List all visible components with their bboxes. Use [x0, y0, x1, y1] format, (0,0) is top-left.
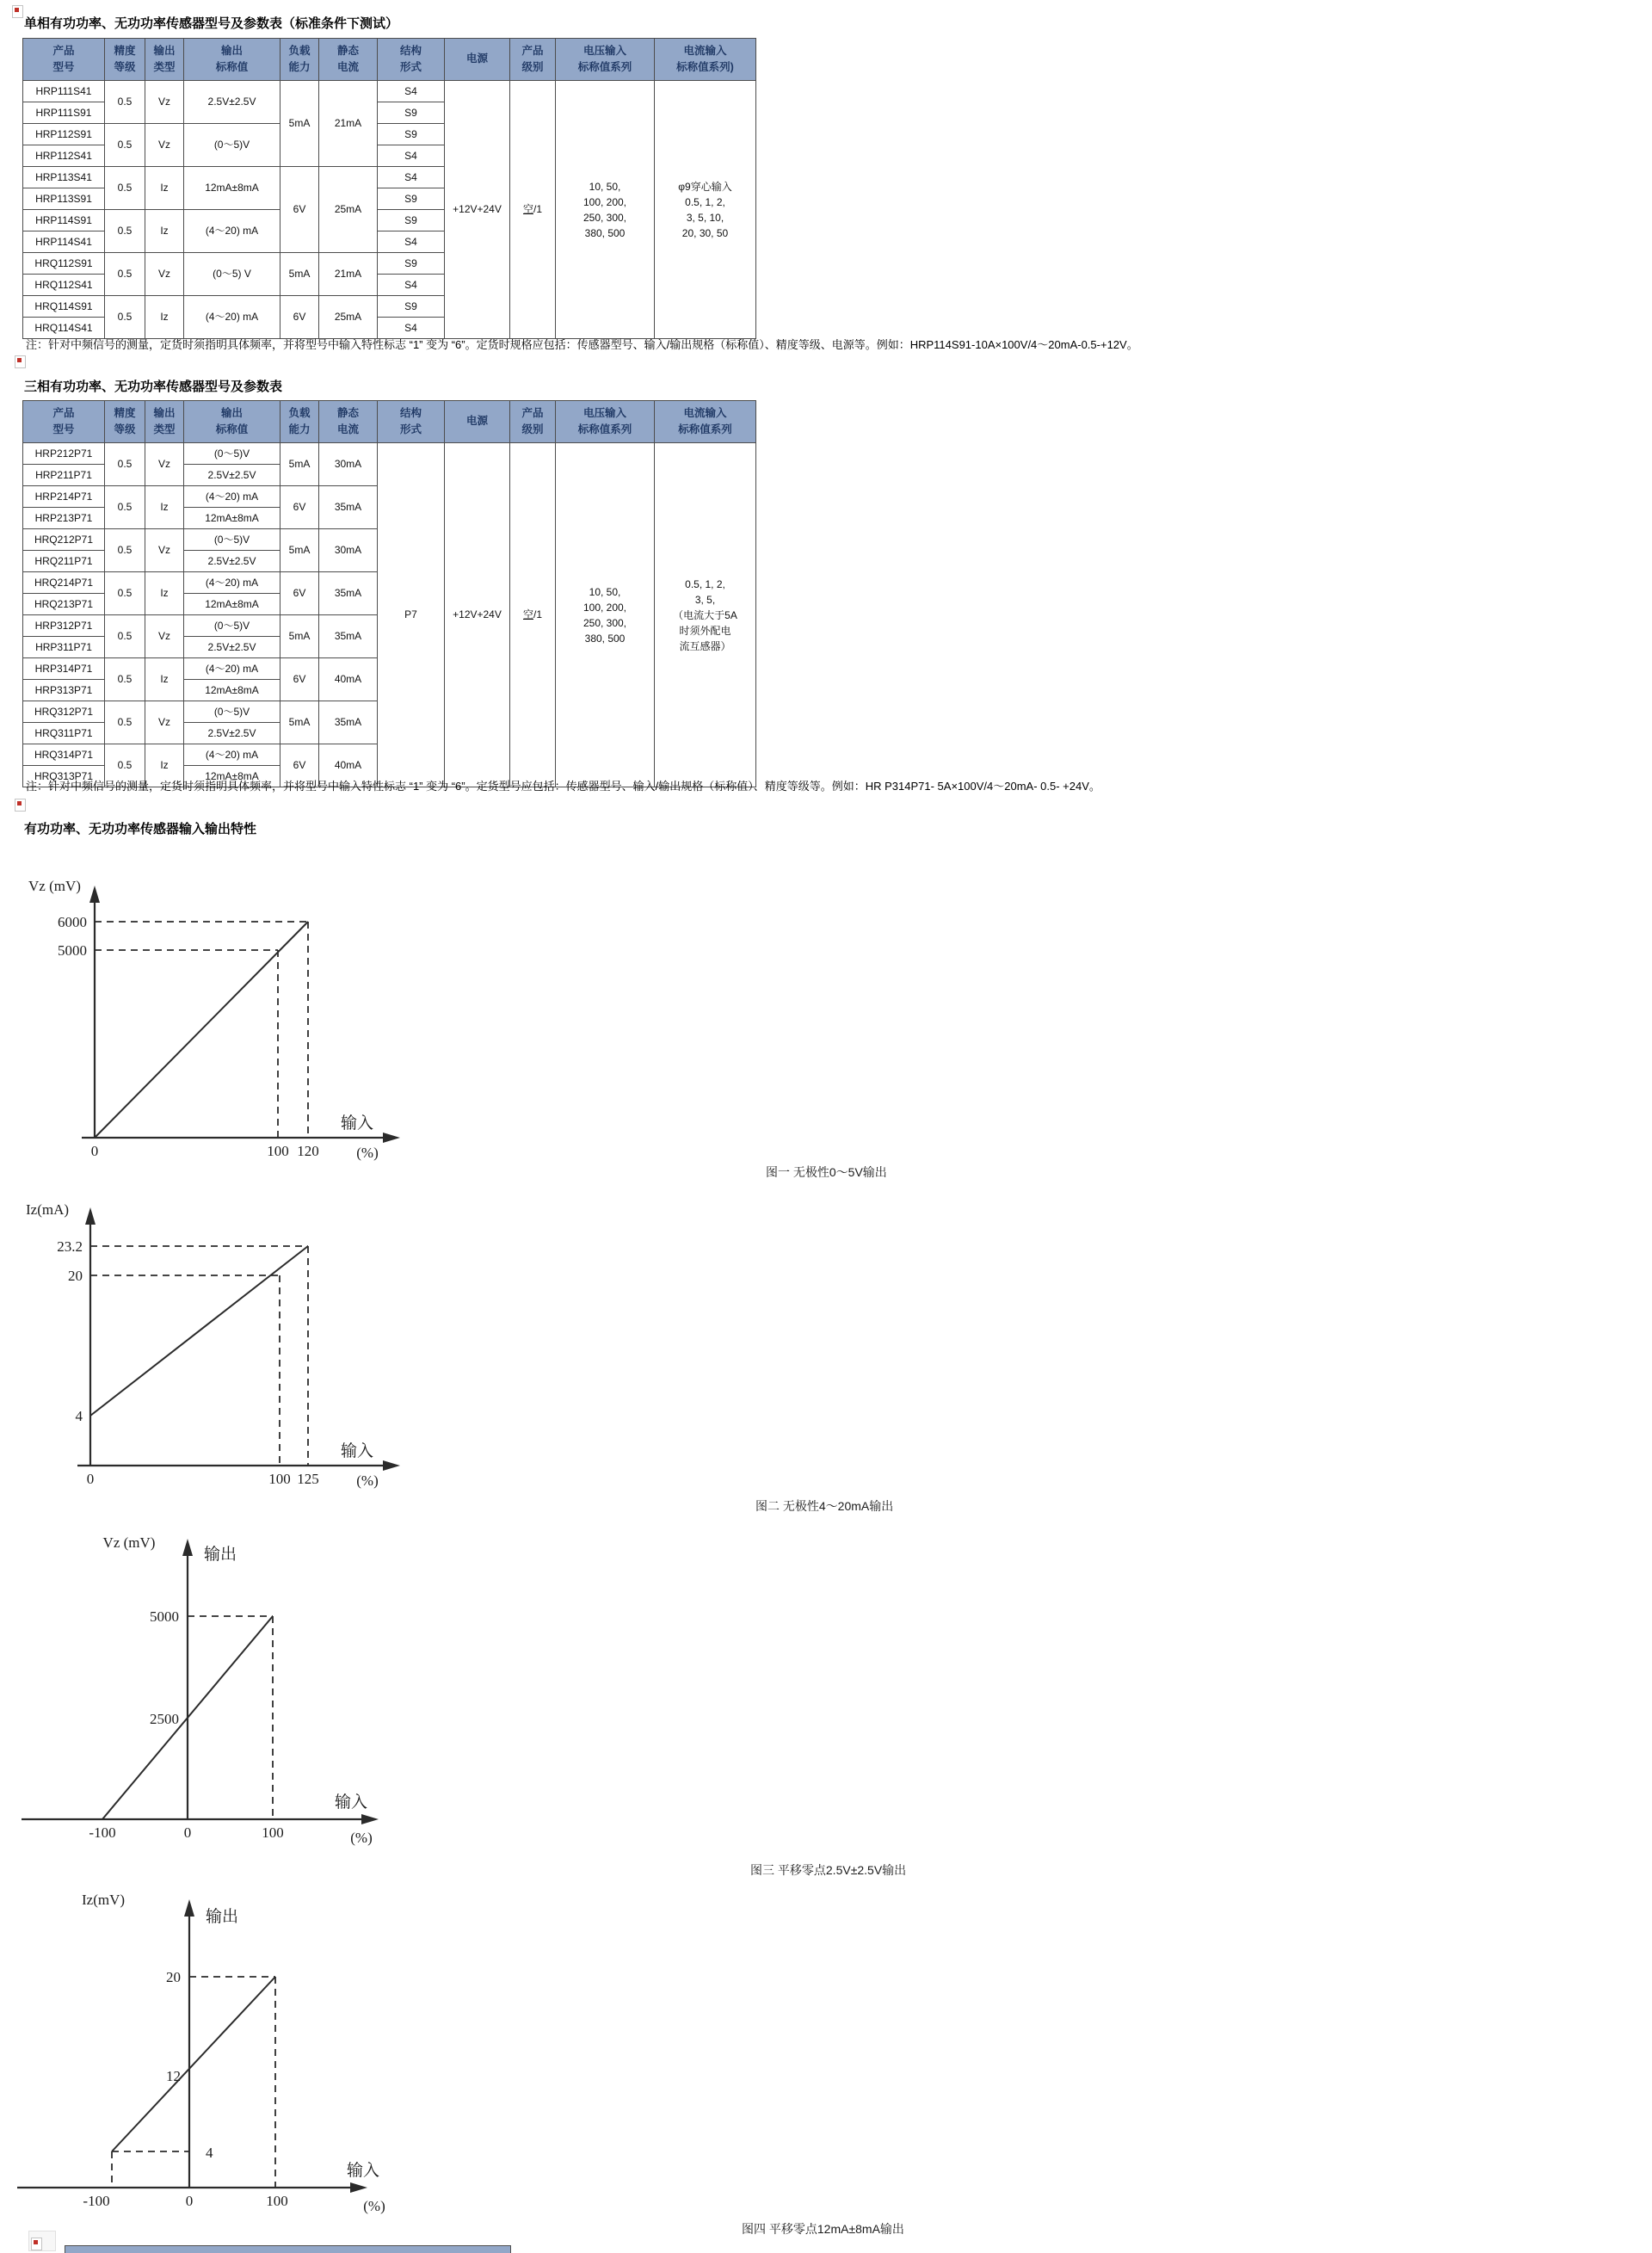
output-nominal-cell: 12mA±8mA [184, 167, 280, 210]
idle-current-cell: 35mA [319, 572, 378, 615]
structure-cell: S9 [378, 296, 445, 318]
output-nominal-cell: (4～20) mA [184, 572, 280, 594]
output-nominal-cell: 2.5V±2.5V [184, 81, 280, 124]
y-axis-label: Iz(mV) [81, 1892, 126, 1908]
load-cell: 5mA [280, 529, 319, 572]
model-cell: HRP113S91 [23, 188, 105, 210]
model-cell: HRP111S91 [23, 102, 105, 124]
table1-note: 注：针对中频信号的测量，定货时须指明具体频率，并将型号中输入特性标志 “1” 变为 “6”。定货时规格应包括：传感器型号、输入/输出规格（标称值）、精度等级、电源等。例如：HRP114S91-10A×100V/4～20mA-0.5-+12V。 [26, 338, 1138, 351]
x-axis-label: 输入 [334, 1793, 368, 1812]
output-nominal-cell: (0～5)V [184, 124, 280, 167]
model-cell: HRP112S91 [23, 124, 105, 145]
model-cell: HRP213P71 [23, 508, 105, 529]
col-header-voltage-series: 电压输入 标称值系列 [556, 401, 655, 443]
output-nominal-cell: 12mA±8mA [184, 766, 280, 787]
x-axis-label: 输入 [346, 2162, 380, 2180]
x-tick: 120 [297, 1143, 319, 1159]
col-header-current-series: 电流输入 标称值系列) [655, 39, 756, 81]
idle-current-cell: 35mA [319, 486, 378, 529]
grade-main: 空 [522, 608, 533, 620]
load-cell: 5mA [280, 253, 319, 296]
model-cell: HRQ214P71 [23, 572, 105, 594]
idle-current-cell: 21mA [319, 81, 378, 167]
figure-1-chart [22, 865, 400, 1166]
power-cell: +12V+24V [445, 81, 510, 339]
x-tick: 100 [268, 1471, 291, 1487]
output-nominal-cell: 12mA±8mA [184, 508, 280, 529]
accuracy-cell: 0.5 [105, 124, 145, 167]
col-header-structure: 结构 形式 [378, 401, 445, 443]
table2-title: 三相有功功率、无功功率传感器型号及参数表 [24, 380, 283, 394]
accuracy-cell: 0.5 [105, 658, 145, 701]
idle-current-cell: 21mA [319, 253, 378, 296]
response-line [95, 922, 308, 1138]
col-header-model: 产品 型号 [23, 39, 105, 81]
grade-cell [510, 81, 556, 339]
grade-suffix: /1 [533, 203, 543, 215]
load-cell: 6V [280, 572, 319, 615]
load-cell: 6V [280, 296, 319, 339]
y-axis-label: Vz (mV) [28, 878, 81, 894]
accuracy-cell: 0.5 [105, 167, 145, 210]
col-header-structure: 结构 形式 [378, 39, 445, 81]
load-cell: 6V [280, 167, 319, 253]
grade-suffix: /1 [533, 608, 543, 620]
percent-label: (%) [363, 2198, 385, 2214]
model-cell: HRP212P71 [23, 443, 105, 465]
structure-cell: S4 [378, 275, 445, 296]
structure-cell: S4 [378, 167, 445, 188]
x-tick: 0 [86, 1471, 95, 1487]
output-nominal-cell: 2.5V±2.5V [184, 551, 280, 572]
structure-cell: S9 [378, 188, 445, 210]
y-tick: 2500 [150, 1711, 179, 1727]
output-type-cell: Vz [145, 443, 184, 486]
model-cell: HRQ112S41 [23, 275, 105, 296]
model-cell: HRP211P71 [23, 465, 105, 486]
x-tick: -100 [89, 1824, 116, 1841]
accuracy-cell: 0.5 [105, 443, 145, 486]
model-cell: HRQ211P71 [23, 551, 105, 572]
output-type-cell: Iz [145, 296, 184, 339]
percent-label: (%) [350, 1830, 373, 1846]
output-nominal-cell: 2.5V±2.5V [184, 465, 280, 486]
output-label: 输出 [204, 1546, 237, 1564]
voltage-series-cell: 10, 50, 100, 200, 250, 300, 380, 500 [556, 443, 655, 787]
col-header-output-nominal: 输出 标称值 [184, 39, 280, 81]
broken-image-icon [15, 799, 26, 812]
table-row [23, 81, 756, 102]
output-type-cell: Vz [145, 253, 184, 296]
figure-3-chart [13, 1534, 409, 1854]
output-type-cell: Iz [145, 486, 184, 529]
col-header-load: 负载 能力 [280, 39, 319, 81]
col-header-accuracy: 精度 等级 [105, 401, 145, 443]
output-type-cell: Vz [145, 81, 184, 124]
output-nominal-cell: (4～20) mA [184, 744, 280, 766]
x-tick: 125 [297, 1471, 319, 1487]
output-type-cell: Iz [145, 167, 184, 210]
x-tick: 0 [185, 2193, 194, 2209]
structure-cell: S4 [378, 81, 445, 102]
output-nominal-cell: (0～5)V [184, 529, 280, 551]
idle-current-cell: 35mA [319, 701, 378, 744]
output-label: 输出 [206, 1908, 239, 1926]
model-cell: HRQ213P71 [23, 594, 105, 615]
idle-current-cell: 30mA [319, 529, 378, 572]
y-tick: 23.2 [57, 1238, 83, 1255]
load-cell: 5mA [280, 615, 319, 658]
structure-cell: S9 [378, 102, 445, 124]
output-type-cell: Vz [145, 124, 184, 167]
output-nominal-cell: (4～20) mA [184, 486, 280, 508]
broken-image-icon [31, 2238, 42, 2250]
load-cell: 5mA [280, 81, 319, 167]
col-header-model: 产品 型号 [23, 401, 105, 443]
y-tick: 6000 [58, 914, 87, 930]
response-line [90, 1246, 308, 1416]
y-tick: 12 [166, 2068, 181, 2084]
model-cell: HRP112S41 [23, 145, 105, 167]
x-tick: 0 [90, 1143, 99, 1159]
y-tick: 4 [206, 2145, 213, 2161]
y-axis-arrow-icon [184, 1899, 194, 1917]
col-header-output-type: 输出 类型 [145, 39, 184, 81]
x-axis-arrow-icon [383, 1133, 400, 1143]
idle-current-cell: 40mA [319, 658, 378, 701]
structure-cell: S4 [378, 145, 445, 167]
broken-image-icon [12, 5, 23, 18]
figure-2-caption: 图二 无极性4～20mA输出 [755, 1499, 894, 1513]
model-cell: HRQ114S41 [23, 318, 105, 339]
model-cell: HRP314P71 [23, 658, 105, 680]
model-cell: HRP113S41 [23, 167, 105, 188]
output-type-cell: Vz [145, 701, 184, 744]
model-cell: HRQ311P71 [23, 723, 105, 744]
power-cell: +12V+24V [445, 443, 510, 787]
model-cell: HRQ112S91 [23, 253, 105, 275]
x-axis-label: 输入 [340, 1114, 374, 1133]
output-nominal-cell: (0～5) V [184, 253, 280, 296]
model-cell: HRQ114S91 [23, 296, 105, 318]
col-header-current-series: 电流输入 标称值系列 [655, 401, 756, 443]
y-axis-arrow-icon [182, 1539, 193, 1556]
y-axis-arrow-icon [85, 1207, 96, 1225]
x-axis-arrow-icon [383, 1460, 400, 1471]
output-nominal-cell: 2.5V±2.5V [184, 637, 280, 658]
accuracy-cell: 0.5 [105, 296, 145, 339]
structure-cell: S9 [378, 210, 445, 231]
x-tick: 100 [266, 2193, 288, 2209]
accuracy-cell: 0.5 [105, 572, 145, 615]
response-line [112, 1977, 275, 2151]
output-nominal-cell: (0～5)V [184, 701, 280, 723]
x-tick: 100 [262, 1824, 284, 1841]
model-cell: HRP312P71 [23, 615, 105, 637]
figure-4-caption: 图四 平移零点12mA±8mA输出 [742, 2222, 904, 2236]
model-cell: HRP111S41 [23, 81, 105, 102]
col-header-grade: 产品 级别 [510, 401, 556, 443]
idle-current-cell: 35mA [319, 615, 378, 658]
output-nominal-cell: (0～5)V [184, 615, 280, 637]
col-header-idle-current: 静态 电流 [319, 401, 378, 443]
col-header-output-type: 输出 类型 [145, 401, 184, 443]
col-header-accuracy: 精度 等级 [105, 39, 145, 81]
section-title: 有功功率、无功功率传感器输入输出特性 [24, 822, 257, 836]
x-axis-label: 输入 [340, 1442, 374, 1460]
figure-3-caption: 图三 平移零点2.5V±2.5V输出 [750, 1863, 907, 1877]
model-cell: HRQ313P71 [23, 766, 105, 787]
model-cell: HRQ314P71 [23, 744, 105, 766]
load-cell: 6V [280, 658, 319, 701]
table-header-row [23, 401, 756, 443]
x-tick: 0 [183, 1824, 192, 1841]
output-nominal-cell: (4～20) mA [184, 296, 280, 339]
structure-cell: S4 [378, 318, 445, 339]
y-tick: 20 [166, 1969, 181, 1985]
accuracy-cell: 0.5 [105, 210, 145, 253]
broken-image-icon [15, 355, 26, 368]
load-cell: 6V [280, 486, 319, 529]
output-nominal-cell: (0～5)V [184, 443, 280, 465]
percent-label: (%) [356, 1472, 379, 1489]
structure-cell: S9 [378, 253, 445, 275]
table-row [23, 443, 756, 465]
col-header-grade: 产品 级别 [510, 39, 556, 81]
y-axis-arrow-icon [89, 886, 100, 903]
col-header-voltage-series: 电压输入 标称值系列 [556, 39, 655, 81]
x-axis-arrow-icon [350, 2182, 367, 2193]
model-cell: HRQ212P71 [23, 529, 105, 551]
model-cell: HRP311P71 [23, 637, 105, 658]
x-tick: -100 [83, 2193, 110, 2209]
load-cell: 5mA [280, 701, 319, 744]
output-nominal-cell: (4～20) mA [184, 658, 280, 680]
model-cell: HRP313P71 [23, 680, 105, 701]
figure-4-chart [13, 1889, 409, 2216]
table1-title: 单相有功功率、无功功率传感器型号及参数表（标准条件下测试） [24, 16, 399, 31]
accuracy-cell: 0.5 [105, 701, 145, 744]
percent-label: (%) [356, 1145, 379, 1161]
structure-cell: S4 [378, 231, 445, 253]
table2-note: 注：针对中频信号的测量，定货时须指明具体频率，并将型号中输入特性标志 “1” 变为 “6”。定货型号应包括：传感器型号、输入/输出规格（标称值）、精度等级等。例如：HR P314P71- 5A×100V/4～20mA- 0.5- +24V。 [26, 780, 1100, 793]
structure-cell: P7 [378, 443, 445, 787]
output-type-cell: Iz [145, 658, 184, 701]
output-type-cell: Vz [145, 615, 184, 658]
output-type-cell: Iz [145, 210, 184, 253]
y-tick: 20 [68, 1268, 83, 1284]
idle-current-cell: 25mA [319, 167, 378, 253]
model-cell: HRP114S91 [23, 210, 105, 231]
col-header-power: 电源 [445, 401, 510, 443]
model-cell: HRQ312P71 [23, 701, 105, 723]
grade-cell [510, 443, 556, 787]
output-nominal-cell: 12mA±8mA [184, 594, 280, 615]
accuracy-cell: 0.5 [105, 486, 145, 529]
grade-main: 空 [522, 203, 533, 215]
load-cell: 5mA [280, 443, 319, 486]
output-type-cell: Iz [145, 744, 184, 787]
model-cell: HRP114S41 [23, 231, 105, 253]
current-series-cell: φ9穿心输入 0.5, 1, 2, 3, 5, 10, 20, 30, 50 [655, 81, 756, 339]
table-header-row [23, 39, 756, 81]
col-header-idle-current: 静态 电流 [319, 39, 378, 81]
col-header-power: 电源 [445, 39, 510, 81]
load-cell: 6V [280, 744, 319, 787]
y-tick: 4 [75, 1408, 83, 1424]
output-nominal-cell: 12mA±8mA [184, 680, 280, 701]
idle-current-cell: 30mA [319, 443, 378, 486]
accuracy-cell: 0.5 [105, 253, 145, 296]
accuracy-cell: 0.5 [105, 744, 145, 787]
y-axis-label: Iz(mA) [26, 1201, 70, 1218]
figure-1-caption: 图一 无极性0～5V输出 [766, 1165, 887, 1179]
idle-current-cell: 40mA [319, 744, 378, 787]
three-phase-parameter-table [22, 400, 756, 787]
voltage-series-cell: 10, 50, 100, 200, 250, 300, 380, 500 [556, 81, 655, 339]
output-nominal-cell: (4～20) mA [184, 210, 280, 253]
output-type-cell: Vz [145, 529, 184, 572]
accuracy-cell: 0.5 [105, 81, 145, 124]
y-axis-label: Vz (mV) [102, 1534, 156, 1551]
current-series-cell: 0.5, 1, 2, 3, 5, （电流大于5A 时须外配电 流互感器） [655, 443, 756, 787]
accuracy-cell: 0.5 [105, 529, 145, 572]
model-cell: HRP214P71 [23, 486, 105, 508]
output-type-cell: Iz [145, 572, 184, 615]
idle-current-cell: 25mA [319, 296, 378, 339]
y-tick: 5000 [150, 1608, 179, 1625]
y-tick: 5000 [58, 942, 87, 959]
x-tick: 100 [267, 1143, 289, 1159]
col-header-output-nominal: 输出 标称值 [184, 401, 280, 443]
structure-cell: S9 [378, 124, 445, 145]
x-axis-arrow-icon [361, 1814, 379, 1824]
accuracy-cell: 0.5 [105, 615, 145, 658]
output-nominal-cell: 2.5V±2.5V [184, 723, 280, 744]
figure-2-chart [22, 1192, 400, 1497]
col-header-load: 负载 能力 [280, 401, 319, 443]
single-phase-parameter-table [22, 38, 756, 339]
